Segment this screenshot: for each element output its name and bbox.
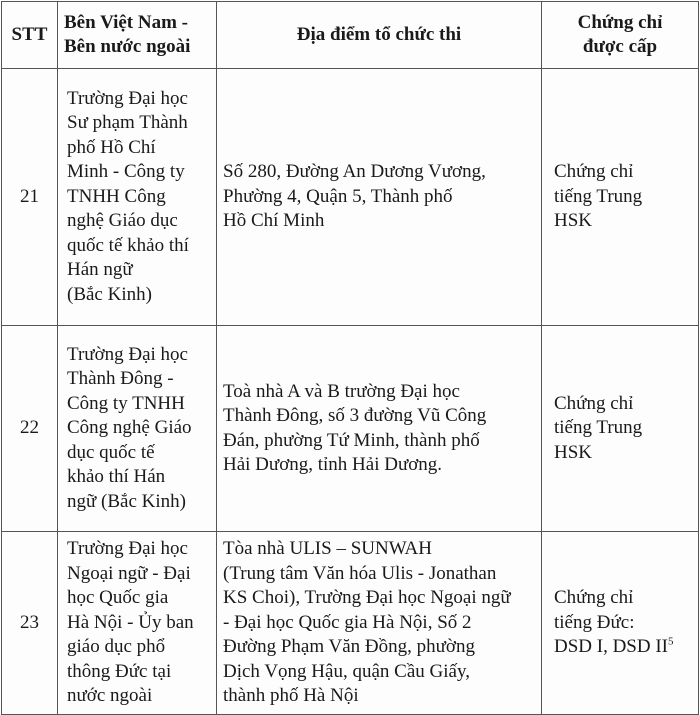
certificate-line: Chứng chỉ xyxy=(554,392,634,414)
certificate-line: Chứng chỉ xyxy=(554,161,634,183)
partner-line: Ngoại ngữ - Đại xyxy=(67,562,191,584)
partner-line: Hán ngữ xyxy=(67,259,133,281)
header-certificate xyxy=(542,2,699,69)
location-line: Số 280, Đường An Dương Vương, xyxy=(223,161,486,183)
location-line: Hải Dương, tỉnh Hải Dương. xyxy=(223,454,443,475)
row-certificate xyxy=(542,69,699,326)
partner-line: khảo thí Hán xyxy=(67,466,166,488)
table-row xyxy=(2,69,699,326)
location-line: Thành Đông, số 3 đường Vũ Công xyxy=(223,405,487,426)
certificate-line: tiếng Đức: xyxy=(554,611,635,633)
partner-line: Trường Đại học xyxy=(67,538,188,560)
certificate-line: tiếng Trung xyxy=(554,417,643,439)
header-location: Địa điểm tổ chức thi xyxy=(217,2,542,69)
row-certificate xyxy=(542,326,699,532)
header-stt: STT xyxy=(2,2,58,69)
location-line: Toà nhà A và B trường Đại học xyxy=(223,380,460,402)
certificate-line: tiếng Trung xyxy=(554,185,643,207)
partner-line: Sư phạm Thành xyxy=(67,112,188,134)
partner-line: nước ngoài xyxy=(67,685,153,707)
footnote-marker: 5 xyxy=(668,635,674,648)
header-partner-line: Bên Việt Nam - xyxy=(64,11,189,33)
certificate-line: Chứng chỉ xyxy=(554,587,634,609)
row-stt: 23 xyxy=(2,532,58,715)
row-location xyxy=(217,532,542,715)
table-row xyxy=(2,326,699,532)
partner-line: Thành Đông - xyxy=(67,368,174,390)
partner-line: phố Hồ Chí xyxy=(67,136,156,158)
partner-line: học Quốc gia xyxy=(67,587,169,609)
row-certificate xyxy=(542,532,699,715)
partner-line: Trường Đại học xyxy=(67,87,188,109)
partner-line: giáo dục phổ xyxy=(67,636,166,658)
exam-venue-table xyxy=(1,1,699,715)
location-line: - Đại học Quốc gia Hà Nội, Số 2 xyxy=(223,611,472,633)
partner-line: Minh - Công ty xyxy=(67,161,185,183)
location-line: Dịch Vọng Hậu, quận Cầu Giấy, xyxy=(223,660,470,682)
partner-line: quốc tế khảo thí xyxy=(67,234,189,256)
certificate-line: HSK xyxy=(554,210,593,232)
partner-line: nghệ Giáo dục xyxy=(67,210,178,232)
row-location xyxy=(217,69,542,326)
row-location xyxy=(217,326,542,532)
partner-line: ngữ (Bắc Kinh) xyxy=(67,490,186,512)
table-header-row xyxy=(2,2,699,69)
partner-line: Trường Đại học xyxy=(67,343,188,365)
header-partner xyxy=(58,2,217,69)
partner-line: TNHH Công xyxy=(67,185,166,207)
row-partner xyxy=(58,532,217,715)
row-partner xyxy=(58,69,217,326)
certificate-text: DSD I, DSD II xyxy=(554,636,668,658)
certificate-line: HSK xyxy=(554,441,593,463)
header-certificate-line: Chứng chỉ xyxy=(577,11,663,33)
partner-line: dục quốc tế xyxy=(67,441,155,463)
partner-line: Công ty TNHH xyxy=(67,392,185,414)
partner-line: Công nghệ Giáo xyxy=(67,417,192,439)
location-line: Hồ Chí Minh xyxy=(223,210,325,232)
row-stt: 21 xyxy=(2,69,58,326)
location-line: (Trung tâm Văn hóa Ulis - Jonathan xyxy=(223,562,497,584)
partner-line: thông Đức tại xyxy=(67,660,172,682)
partner-line: Hà Nội - Ủy ban xyxy=(67,611,194,633)
location-line: KS Choi), Trường Đại học Ngoại ngữ xyxy=(223,587,511,609)
certificate-line xyxy=(554,635,696,660)
location-line: Đường Phạm Văn Đồng, phường xyxy=(223,636,475,658)
header-certificate-line: được cấp xyxy=(582,36,658,57)
location-line: Tòa nhà ULIS – SUNWAH xyxy=(223,538,432,560)
location-line: Phường 4, Quận 5, Thành phố xyxy=(223,185,453,207)
header-partner-line: Bên nước ngoài xyxy=(64,36,191,57)
row-stt: 22 xyxy=(2,326,58,532)
location-line: thành phố Hà Nội xyxy=(223,685,359,707)
partner-line: (Bắc Kinh) xyxy=(67,283,152,305)
location-line: Đán, phường Tứ Minh, thành phố xyxy=(223,429,480,451)
row-partner xyxy=(58,326,217,532)
table-row xyxy=(2,532,699,715)
